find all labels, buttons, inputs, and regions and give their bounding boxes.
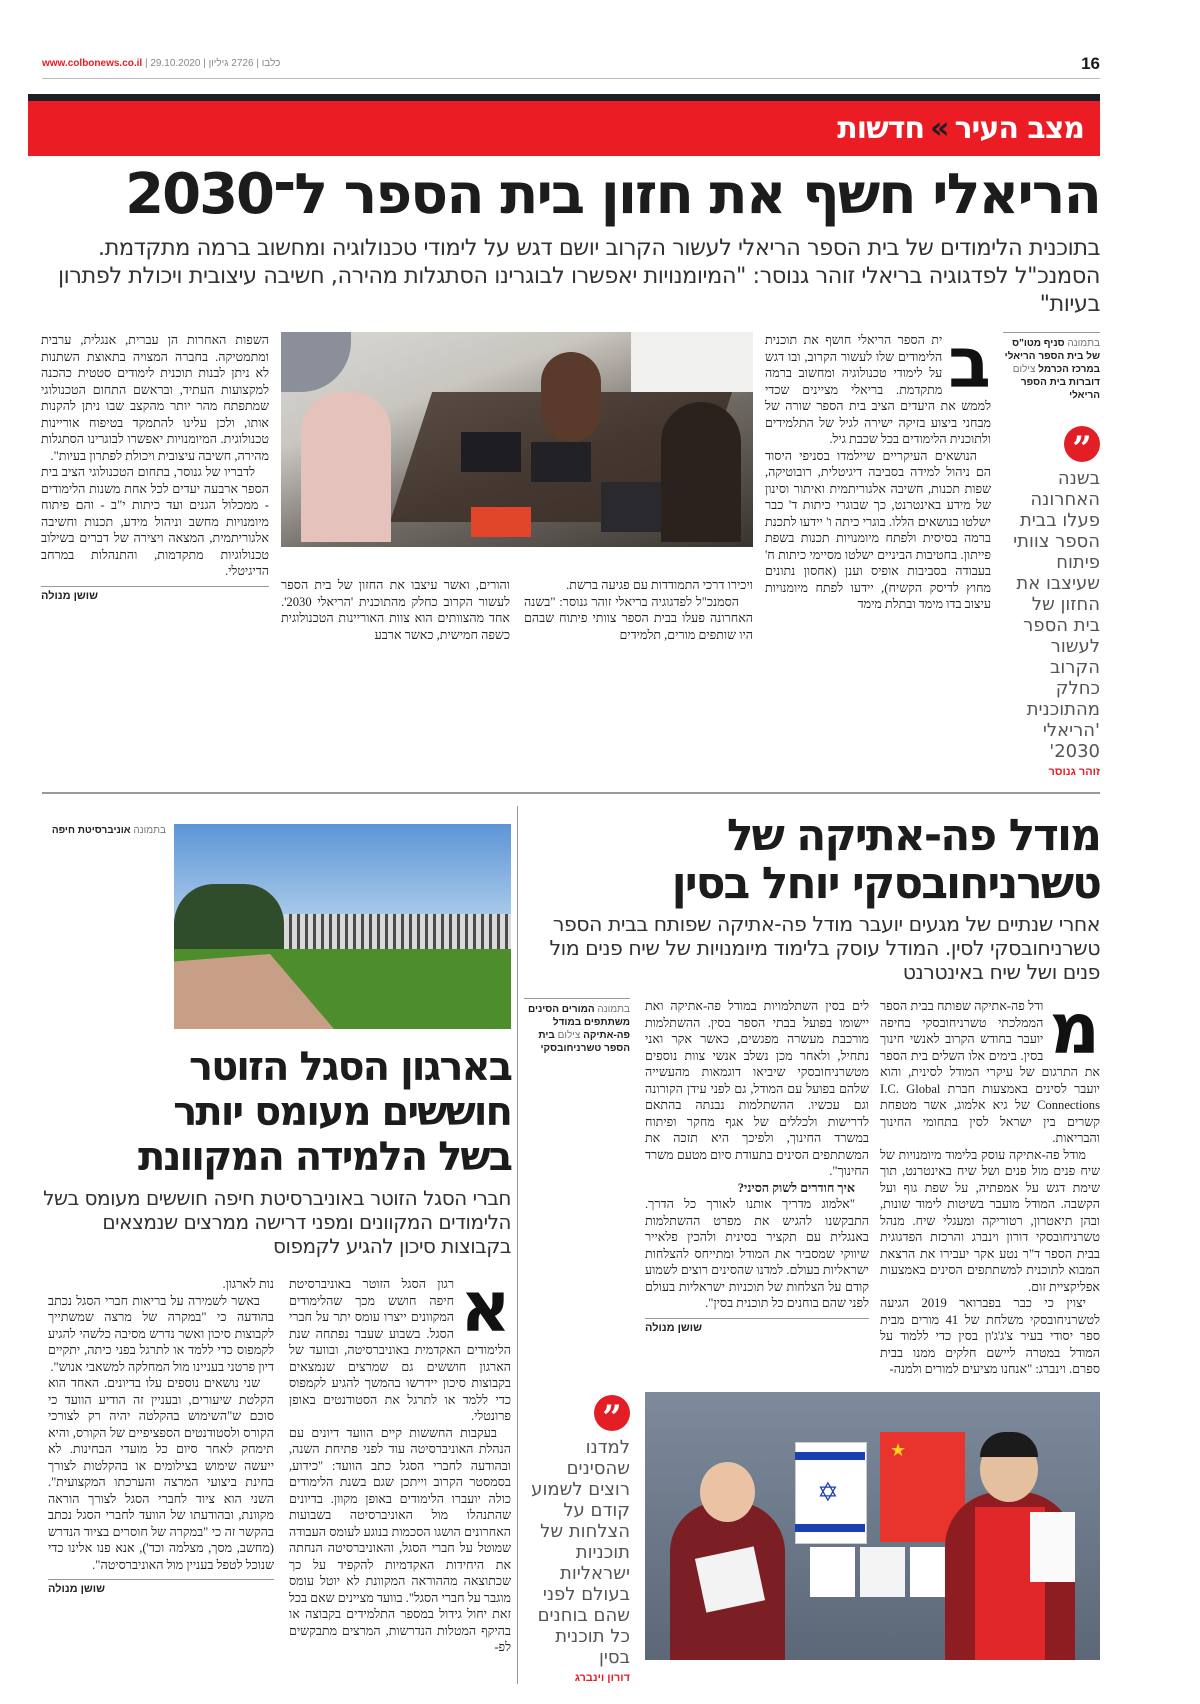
article2-photo-caption: בתמונה המורים הסינים משתתפים במודל פה-אתיקה צילום בית הספר טשרניחובסקי (527, 1004, 630, 1054)
column-divider (517, 806, 518, 1684)
article2-side (524, 998, 630, 1684)
article-separator (42, 792, 1100, 794)
article2-main (645, 988, 1100, 1660)
article1-quote-name: זוהר גנוסר (1048, 766, 1100, 778)
bottom-section (42, 806, 1100, 1684)
article1-photo-caption: בתמונה סניף מטו"ס של בית הספר הריאלי במרכז הכרמל צילום דוברות בית הספר הריאלי (1004, 338, 1100, 401)
article1-middle (281, 332, 753, 643)
article2-column-1: מ ודל פה-אתיקה שפותח בבית הספר הממלכתי טשרניחובסקי בחיפה יועבר בחודש הקרוב לאנשי חינוך בסין. בימים אלו השלים בית הספר את התרגום של עיקרי המודל לסינית, והוא יועבר לסינים באמצעות חברת I.C. Global Connections של גיא אלמוג, אשר מטפחת קשרים בין ישראל לסין בתחומי החינוך והבריאות. מודל פה-אתיקה עוסק בלימוד מיומנויות של שיח פנים מול פנים ושל שיח באינטרנט, תוך שימת דגש על אמפתיה, על שפת גוף ועל הקשבה. המודל מועבר בשיטות לימוד שונות, ובהן תיאטרון, רטוריקה ומעגלי שיח. מנהל טשרניחובסקי דורון וינברג והרכזת הפדגוגית בבית הספר ד"ר נטע אקר יעבירו את הרצאת המבוא לתוכנית למשתתפים הסינים באמצעות אפליקציית זום. יצוין כי כבר בפברואר 2019 הגיעה לטשרניחובסקי משלחת של 41 מורים מבית ספר יסודי בעיר צ'ג'ג'ון בסין כדי ללמוד על המודל במטרה ליישם חלקים ממנו בבית ספרם. וינברג: "אנחנו מציעים למורים ולמנה- (880, 988, 1100, 1376)
article1-column-2: ויכירו דרכי התמודדות עם פגיעה ברשת. הסמנכ"ל לפדגוגיה בריאלי זוהר גנוסר: "בשנה האחרונה פעלו בבית הספר צוותי פיתוח שבהם היו שותפים מורים, תלמידים (524, 578, 753, 642)
article1-side (1003, 332, 1100, 778)
article1-title: הריאלי חשף את חזון בית הספר ל־2030 (125, 162, 1100, 227)
article2-column-2-wrap (645, 998, 869, 1334)
article3-byline: שושן מנולה (48, 1579, 274, 1595)
caption-rule (524, 998, 630, 999)
article2-columns (645, 988, 1100, 1378)
quote-icon: ” (1064, 426, 1100, 462)
star-of-david-icon: ✡ (817, 1477, 839, 1508)
issue-meta: | כלבו | 2726 גיליון | 29.10.2020 (144, 58, 281, 69)
drop-cap: ב (948, 322, 991, 404)
article2 (524, 806, 1100, 1684)
article2-subtitle: אחרי שנתיים של מגעים יועבר מודל פה-אתיקה שפותח בבית הספר טשרניחובסקי לסין. המודל עוסק בלימוד מיומנויות של שיח פנים מול פנים ושל שיח באינטרנט (549, 912, 1100, 984)
article3 (41, 806, 511, 1684)
article1-quote-text: בשנה האחרונה פעלו בבית הספר צוותי פיתוח שעיצבו את החזון של בית הספר לעשור הקרוב כחלק מהתוכנית 'הריאלי 2030' (1013, 468, 1100, 762)
article2-quote-text: למדנו שהסינים רוצים לשמוע קודם על הצלחות של תוכניות ישראליות בעולם לפני שהם בוחנים כל תוכנית בסין (531, 1437, 630, 1668)
article3-column-1: א רגון הסגל הזוטר באוניברסיטת חיפה חושש מכך שהלימודים המקוונים ייצרו עומס יתר על חברי הסגל. בשבוע שעבר נפתחה שנת הלימודים האקדמית באוניברסיטה, ובוועד של הארגון חוששים גם שמרצים שנמצאים בקבוצות סיכון יידרשו בהמשך להגיע לקמפוס כדי ללמד או לתרגל את הסטודנטים באופן פרונטלי. בעקבות החששות קיים הוועד דיונים עם הנהלת האוניברסיטה עוד לפני פתיחת השנה, ובהודעה לחברי הסגל כתב הוועד: "כידוע, בסמסטר הקרוב וייתכן שגם בשנת הלימודים כולה יועברו הלימודים באופן מקוון. בדיונים שהתנהלו מול האוניברסיטה בשבועות האחרונים הושגו הסכמות בנוגע לעומס העבודה שמוטל על חברי הסגל, והאוניברסיטה הנחתה את היחידות האקדמיות להקפיד על כך שכתוצאה מההוראה המקוונת לא יוטל עומס מוגבר על חברי הסגל". בוועד מציינים שאם בכל זאת יחול גידול במספר התלמידים בקבוצה או בהיקף המטלות הנדרשות, המרצים מתבקשים לפ- (289, 1266, 511, 1654)
article3-subtitle: חברי הסגל הזוטר באוניברסיטת חיפה חוששים מעומס בשל הלימודים המקוונים ומפני דרישה ממרצים שנמצאים בקבוצות סיכון להגיע לקמפוס (43, 1186, 511, 1258)
article1-column-1: ב ית הספר הריאלי חושף את תוכנית הלימודים שלו לעשור הקרוב, ובו דגש על לימודי טכנולוגיה ומחשוב ברמה מתקדמת. בריאלי מציינים שכדי לממש את היעדים הציב בית הספר שורה של מבחני ביצוע בזיקה ישירה לגיל של התלמידים ולתוכנית הלימודים בכל שכבת גיל. הנושאים העיקריים שיילמדו בסניפי היסוד הם ניהול למידה בסביבה דיגיטלית, רובוטיקה, שפות תכנות, חשיבה אלגוריתמית ואיתור וסינון של מידע באינטרנט, כך שבוגרי כיתות ד' כבר ישלטו בנושאים הללו. בוגרי כיתה ו' יידעו לתכנת ברמה בסיסית ולפתח מיומנויות תכנות בשפת פייתון. בחטיבות הביניים ישלטו מסיימי כיתות ח' בעבודה בסביבות אופיס וענן (אחסון נתונים מחוץ לדיסק הקשיח), יידעו לפתח מיומנויות עיצוב בדו מימד ובתלת מימד (765, 322, 991, 611)
subsection-label: חדשות (837, 111, 925, 146)
article1-byline: שושן מנולה (41, 586, 269, 602)
star-icon: ★ (890, 1439, 907, 1461)
chevron-right-icon: » (930, 111, 949, 146)
site-url[interactable]: www.colbonews.co.il (42, 58, 143, 69)
page-number: 16 (1081, 54, 1100, 73)
article1-photo-students-laptops (281, 332, 753, 547)
quote-icon: ” (594, 1395, 630, 1431)
article1-column-3: והורים, ואשר עיצבו את החזון של בית הספר לעשור הקרוב כחלק מהתוכנית 'הריאלי 2030'. אחד מהצוותים הוא צוות האוריינות הטכנולוגית כשפה חמישית, כאשר ארבע (281, 578, 510, 642)
article2-title: מודל פה-אתיקה של טשרניחובסקי יוחל בסין (671, 810, 1100, 909)
article3-column-2: נות לארגון. באשר לשמירה על בריאות חברי הסגל נכתב בהודעה כי "במקרה של מרצה שמשתייך לקבוצות סיכון ואשר נדרש מסיבה כלשהי להגיע לקמפוס כדי ללמד או לתרגל בפני כיתה, יתקיים דיון פרטני בעניינו מול המחלקה למשאבי אנוש". שני נושאים נוספים עלו בדיונים. האחד הוא הקלטת שיעורים, ובעניין זה הודיע הוועד כי סוכם ש"השימוש בהקלטה יהיה רק לצורכי הקורס ולסטודנטים הספציפיים של הקורס, והיא תימחק לאחר סיום כל מועדי הבחינות. לא ייעשה שימוש בצילומים או בהקלטות לצורך בחינת ביצועי המרצה והערכתו המקצועית". השני הוא ציוד לחברי הסגל לצורך הוראה מקוונת, ובהודעתו של הוועד לחברי הסגל נכתב בהקשר זה כי "במקרה של חוסרים בציוד הנדרש (מחשב, מסך, מצלמה וכד'), אנא פנו אלינו כדי שנוכל לטפל בעניין מול האוניברסיטה". (48, 1277, 274, 1572)
article3-column-2-wrap (48, 1276, 274, 1595)
article1-pull-quote (1003, 426, 1100, 778)
article3-photo-haifa-university (174, 824, 511, 1029)
article3-title: בארגון הסגל הזוטר חוששים מעומס יותר בשל הלמידה המקוונת (138, 1044, 511, 1180)
article2-column-2: לים בסין השתלמויות במודל פה-אתיקה ואת יישומו בפועל בבתי הספר בסין. ההשתלמות מורכבת מעשרה מפגשים, כאשר אקר ואני נתחיל, ולאחר מכן נשלב אנשי צוות נוספים מטשרניחובסקי שיביאו דוגמאות מהעשייה שלהם בפועל עם המודל, גם לפני עידן הקורונה וגם עכשיו. ההשתלמות נבנתה בהתאם לדרישות ולכללים של אגף מחקר ופיתוח במשרד החינוך, ולפיכך היא תזכה את המשתתפים הסינים בתעודת סיום מטעם משרד החינוך". איך חודרים לשוק הסיני? "אלמוג מדריך אותנו לאורך כל הדרך. התבקשנו להגיש את מפרט ההשתלמות באנגלית עם תקציר בסינית ולהכין פלאייר שיווקי שמסביר את המודל ומתייחס להצלחות ישראליות בעולם. למדנו שהסינים רוצים לשמוע קודם על הצלחות של תוכניות ישראליות בעולם לפני שהם בוחנים כל תוכנית בסין". (645, 999, 869, 1310)
article2-photo-teachers-flags (645, 1392, 1100, 1660)
article1-left (41, 332, 269, 602)
article2-pull-quote (524, 1395, 630, 1684)
drop-cap: א (460, 1266, 511, 1348)
article2-byline: שושן מנולה (645, 1318, 869, 1334)
caption-rule (1003, 332, 1100, 333)
article3-photo-row (41, 824, 511, 1029)
section-label: מצב העיר (954, 111, 1084, 146)
article2-quote-name: דורון וינברג (574, 1672, 630, 1684)
article3-columns (41, 1266, 511, 1656)
article1-column-4: השפות האחרות הן עברית, אנגלית, ערבית ומתמטיקה. בחברה המצויה בתאוצת השתנות לא ניתן לבנות תוכנית לימודים סטטית כהכנה למקצועות העתיד, ובראשם התחום הטכנולוגי שמתפתח מהר יותר מהקצב שבו ניתן להקנות אותו, ולכן עלינו להתמקד בטיפוח אוריינות טכנולוגית. המיומנויות יאפשרו לבוגרינו הסתגלות מהירה, חשיבה עיצובית ויכולת לפתרון בעיות". לדבריו של גנוסר, בתחום הטכנולוגי הציב בית הספר ארבעה יעדים לכל אחת משנות הלימודים - ממכלול הגנים ועד כיתות י"ב - והם פיתוח מיומנויות מחשב וניהול מידע, תכנות וחשיבה אלגוריתמית, המצאה ויצירה של דברים בשילוב טכנולוגיות מתקדמות, והתנהלות במרחב הדיגיטלי. (41, 333, 269, 578)
article3-photo-caption: בתמונה אוניברסיטת חיפה (51, 825, 166, 836)
article1-body (41, 322, 1100, 778)
drop-cap: מ (1049, 988, 1100, 1070)
article2-subheading: איך חודרים לשוק הסיני? (737, 1180, 855, 1195)
article2-body (524, 988, 1100, 1684)
article1-subtitle: בתוכנית הלימודים של בית הספר הריאלי לעשור הקרוב יושם דגש על לימודי טכנולוגיה ומחשוב ברמה מתקדמת. הסמנכ"ל לפדגוגיה בריאלי זוהר גנוסר: "המיומנויות יאפשרו לבוגרינו הסתגלות מהירה, חשיבה עיצובית ויכולת לפתרון בעיות" (58, 235, 1100, 317)
article1-under-photo (281, 577, 753, 643)
